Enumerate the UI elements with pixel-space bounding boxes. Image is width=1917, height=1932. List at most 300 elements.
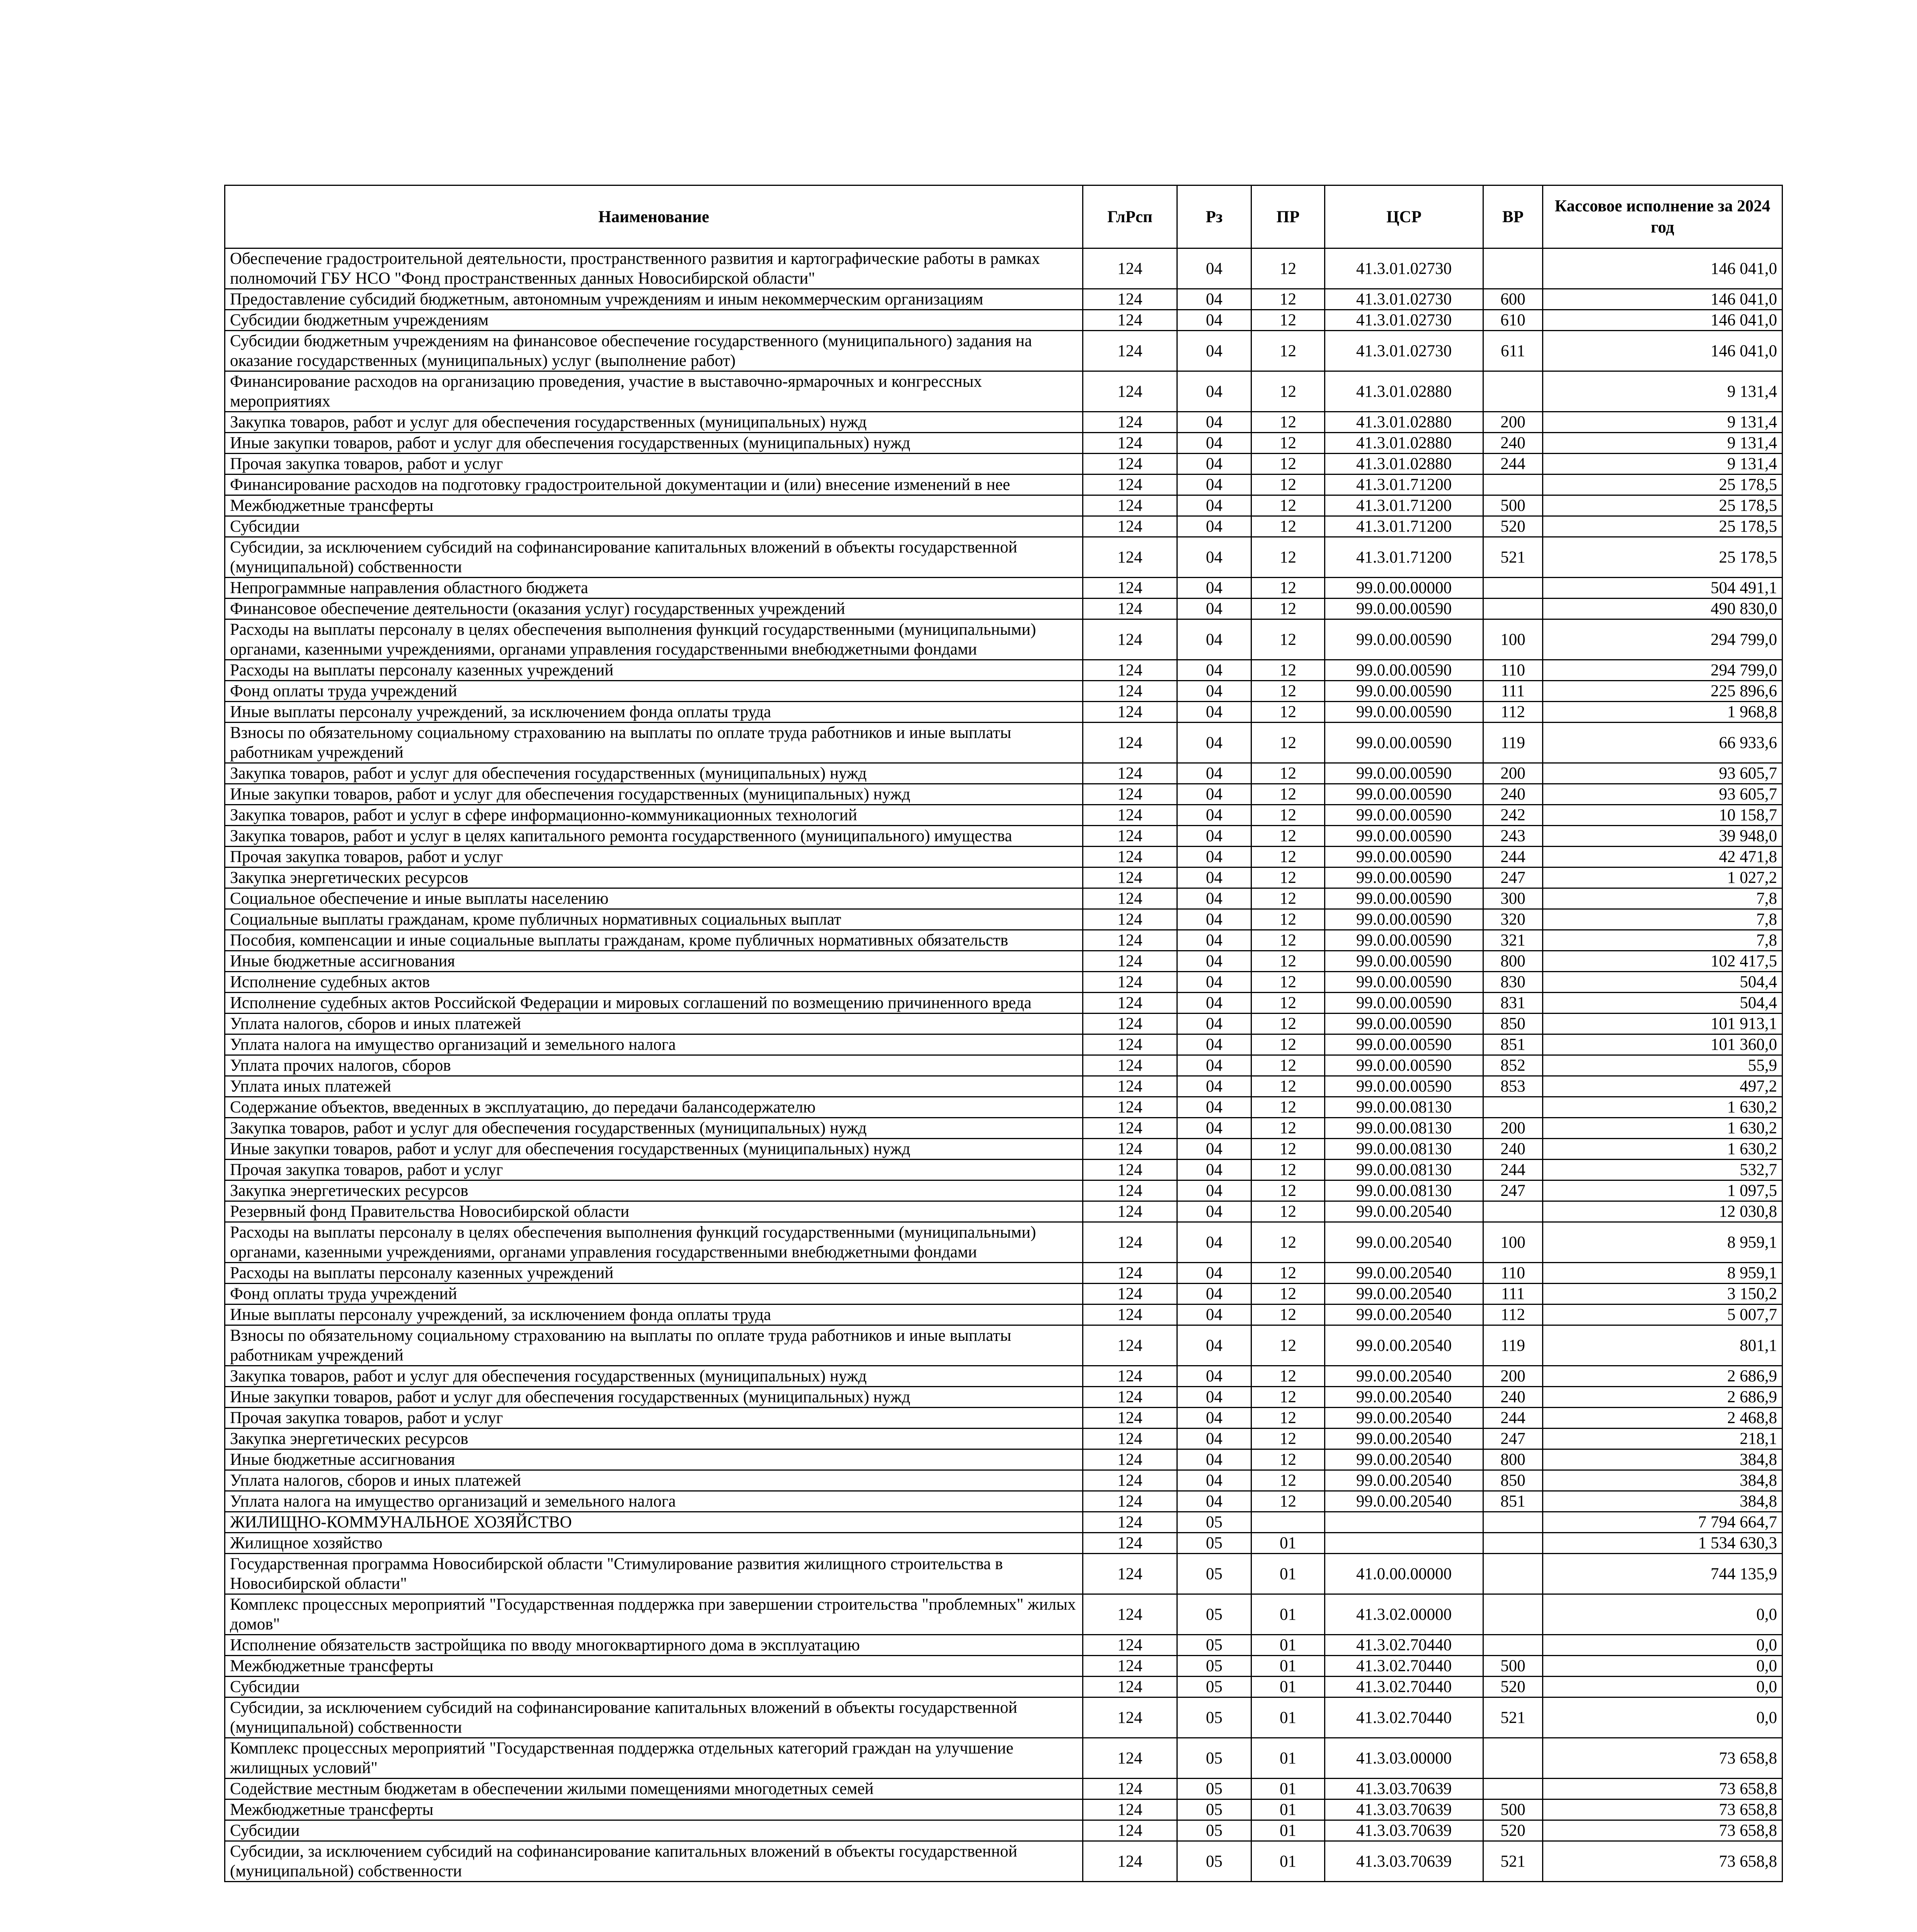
cell-csr: 99.0.00.00000: [1325, 578, 1483, 599]
cell-glrsp: 124: [1083, 454, 1177, 474]
cell-csr: 99.0.00.00590: [1325, 847, 1483, 867]
cell-amount: 7,8: [1543, 888, 1783, 909]
cell-amount: 9 131,4: [1543, 412, 1783, 433]
cell-csr: 41.3.02.00000: [1325, 1594, 1483, 1635]
cell-pr: 12: [1251, 474, 1325, 495]
cell-vr: 321: [1483, 930, 1543, 951]
cell-rz: 04: [1177, 909, 1251, 930]
cell-name: Межбюджетные трансферты: [225, 495, 1083, 516]
cell-pr: 12: [1251, 1263, 1325, 1284]
cell-csr: 99.0.00.00590: [1325, 599, 1483, 619]
cell-pr: 12: [1251, 1118, 1325, 1139]
cell-rz: 04: [1177, 578, 1251, 599]
table-row: [225, 474, 1783, 495]
cell-pr: 12: [1251, 867, 1325, 888]
table-row: [225, 1594, 1783, 1635]
cell-glrsp: 124: [1083, 1076, 1177, 1097]
cell-rz: 04: [1177, 516, 1251, 537]
table-row: [225, 248, 1783, 289]
cell-csr: 41.3.01.71200: [1325, 495, 1483, 516]
table-row: [225, 1097, 1783, 1118]
cell-amount: 55,9: [1543, 1055, 1783, 1076]
cell-name: Иные закупки товаров, работ и услуг для обеспечения государственных (муниципальных) нужд: [225, 784, 1083, 805]
cell-amount: 384,8: [1543, 1449, 1783, 1470]
cell-name: Закупка товаров, работ и услуг для обеспечения государственных (муниципальных) нужд: [225, 412, 1083, 433]
cell-glrsp: 124: [1083, 537, 1177, 578]
cell-glrsp: 124: [1083, 599, 1177, 619]
table-row: [225, 951, 1783, 972]
table-row: [225, 1222, 1783, 1263]
table-row: [225, 310, 1783, 331]
cell-name: ЖИЛИЩНО-КОММУНАЛЬНОЕ ХОЗЯЙСТВО: [225, 1512, 1083, 1533]
cell-name: Исполнение обязательств застройщика по вводу многоквартирного дома в эксплуатацию: [225, 1635, 1083, 1656]
cell-glrsp: 124: [1083, 847, 1177, 867]
cell-name: Расходы на выплаты персоналу казенных учреждений: [225, 660, 1083, 681]
cell-amount: 225 896,6: [1543, 681, 1783, 702]
cell-amount: 9 131,4: [1543, 454, 1783, 474]
cell-vr: [1483, 1201, 1543, 1222]
cell-csr: 41.3.01.71200: [1325, 516, 1483, 537]
cell-vr: 247: [1483, 1429, 1543, 1449]
table-row: [225, 1263, 1783, 1284]
cell-glrsp: 124: [1083, 371, 1177, 412]
cell-glrsp: 124: [1083, 1222, 1177, 1263]
cell-vr: 300: [1483, 888, 1543, 909]
cell-glrsp: 124: [1083, 248, 1177, 289]
cell-vr: 520: [1483, 1677, 1543, 1697]
cell-csr: 99.0.00.00590: [1325, 972, 1483, 993]
cell-name: Прочая закупка товаров, работ и услуг: [225, 454, 1083, 474]
table-row: [225, 1014, 1783, 1034]
cell-csr: 99.0.00.20540: [1325, 1201, 1483, 1222]
cell-csr: 99.0.00.00590: [1325, 909, 1483, 930]
cell-amount: 10 158,7: [1543, 805, 1783, 826]
cell-name: Закупка энергетических ресурсов: [225, 1180, 1083, 1201]
cell-name: Прочая закупка товаров, работ и услуг: [225, 1408, 1083, 1429]
cell-name: Субсидии: [225, 1820, 1083, 1841]
cell-vr: 200: [1483, 412, 1543, 433]
table-row: [225, 1738, 1783, 1779]
cell-vr: 243: [1483, 826, 1543, 847]
cell-glrsp: 124: [1083, 888, 1177, 909]
cell-vr: 850: [1483, 1014, 1543, 1034]
cell-amount: 66 933,6: [1543, 723, 1783, 763]
cell-rz: 04: [1177, 1408, 1251, 1429]
cell-pr: 12: [1251, 1034, 1325, 1055]
cell-glrsp: 124: [1083, 1325, 1177, 1366]
cell-vr: 521: [1483, 1841, 1543, 1882]
cell-name: Прочая закупка товаров, работ и услуг: [225, 847, 1083, 867]
cell-name: Иные бюджетные ассигнования: [225, 951, 1083, 972]
table-row: [225, 930, 1783, 951]
cell-vr: 240: [1483, 1387, 1543, 1408]
table-row: [225, 1799, 1783, 1820]
cell-name: Субсидии, за исключением субсидий на софинансирование капитальных вложений в объекты государственной (муниципальной) собственности: [225, 1841, 1083, 1882]
cell-name: Прочая закупка товаров, работ и услуг: [225, 1160, 1083, 1180]
cell-vr: 800: [1483, 1449, 1543, 1470]
cell-amount: 0,0: [1543, 1697, 1783, 1738]
cell-rz: 05: [1177, 1533, 1251, 1554]
cell-amount: 1 968,8: [1543, 702, 1783, 723]
table-row: [225, 763, 1783, 784]
cell-glrsp: 124: [1083, 826, 1177, 847]
table-row: [225, 412, 1783, 433]
cell-vr: 521: [1483, 1697, 1543, 1738]
cell-name: Субсидии, за исключением субсидий на софинансирование капитальных вложений в объекты государственной (муниципальной) собственности: [225, 537, 1083, 578]
cell-name: Комплекс процессных мероприятий "Государственная поддержка отдельных категорий граждан на улучшение жилищных условий": [225, 1738, 1083, 1779]
cell-name: Субсидии: [225, 516, 1083, 537]
cell-name: Исполнение судебных актов Российской Федерации и мировых соглашений по возмещению причиненного вреда: [225, 993, 1083, 1014]
cell-pr: 01: [1251, 1841, 1325, 1882]
cell-pr: 01: [1251, 1533, 1325, 1554]
cell-vr: [1483, 248, 1543, 289]
cell-glrsp: 124: [1083, 1512, 1177, 1533]
cell-pr: 12: [1251, 1201, 1325, 1222]
cell-pr: [1251, 1512, 1325, 1533]
cell-glrsp: 124: [1083, 1799, 1177, 1820]
cell-rz: 04: [1177, 681, 1251, 702]
cell-amount: 93 605,7: [1543, 763, 1783, 784]
table-header: [225, 185, 1783, 248]
cell-glrsp: 124: [1083, 1034, 1177, 1055]
cell-csr: 99.0.00.00590: [1325, 888, 1483, 909]
cell-name: Уплата прочих налогов, сборов: [225, 1055, 1083, 1076]
cell-name: Иные закупки товаров, работ и услуг для обеспечения государственных (муниципальных) нужд: [225, 1387, 1083, 1408]
cell-pr: 12: [1251, 516, 1325, 537]
cell-rz: 05: [1177, 1554, 1251, 1594]
cell-vr: 110: [1483, 660, 1543, 681]
table-row: [225, 909, 1783, 930]
cell-amount: 42 471,8: [1543, 847, 1783, 867]
table-body: [225, 248, 1783, 1882]
cell-rz: 04: [1177, 951, 1251, 972]
cell-name: Иные выплаты персоналу учреждений, за исключением фонда оплаты труда: [225, 702, 1083, 723]
cell-name: Резервный фонд Правительства Новосибирской области: [225, 1201, 1083, 1222]
cell-amount: 39 948,0: [1543, 826, 1783, 847]
cell-csr: 41.3.03.00000: [1325, 1738, 1483, 1779]
table-row: [225, 619, 1783, 660]
cell-rz: 04: [1177, 1201, 1251, 1222]
cell-vr: 112: [1483, 702, 1543, 723]
cell-amount: 73 658,8: [1543, 1779, 1783, 1799]
table-row: [225, 1779, 1783, 1799]
cell-pr: 12: [1251, 1304, 1325, 1325]
cell-rz: 05: [1177, 1635, 1251, 1656]
cell-csr: 99.0.00.00590: [1325, 723, 1483, 763]
cell-name: Уплата налога на имущество организаций и земельного налога: [225, 1034, 1083, 1055]
cell-name: Субсидии: [225, 1677, 1083, 1697]
cell-vr: 100: [1483, 619, 1543, 660]
cell-glrsp: 124: [1083, 909, 1177, 930]
cell-vr: 119: [1483, 723, 1543, 763]
cell-pr: 01: [1251, 1554, 1325, 1594]
cell-name: Фонд оплаты труда учреждений: [225, 681, 1083, 702]
table-row: [225, 1656, 1783, 1677]
cell-vr: 520: [1483, 1820, 1543, 1841]
cell-vr: 200: [1483, 1366, 1543, 1387]
cell-pr: 12: [1251, 599, 1325, 619]
cell-amount: 1 630,2: [1543, 1118, 1783, 1139]
cell-vr: 244: [1483, 1408, 1543, 1429]
cell-rz: 04: [1177, 412, 1251, 433]
cell-glrsp: 124: [1083, 474, 1177, 495]
cell-csr: 99.0.00.20540: [1325, 1470, 1483, 1491]
cell-name: Межбюджетные трансферты: [225, 1799, 1083, 1820]
cell-csr: [1325, 1533, 1483, 1554]
cell-pr: 12: [1251, 972, 1325, 993]
cell-vr: 200: [1483, 763, 1543, 784]
cell-glrsp: 124: [1083, 1779, 1177, 1799]
cell-pr: 12: [1251, 763, 1325, 784]
cell-name: Закупка товаров, работ и услуг для обеспечения государственных (муниципальных) нужд: [225, 763, 1083, 784]
header-name: Наименование: [225, 185, 1083, 248]
cell-glrsp: 124: [1083, 1697, 1177, 1738]
cell-pr: 12: [1251, 1014, 1325, 1034]
cell-csr: 41.3.03.70639: [1325, 1799, 1483, 1820]
cell-csr: 41.3.03.70639: [1325, 1841, 1483, 1882]
cell-name: Обеспечение градостроительной деятельности, пространственного развития и картографические работы в рамках полномочий ГБУ НСО "Фонд пространственных данных Новосибирской области": [225, 248, 1083, 289]
cell-amount: 101 360,0: [1543, 1034, 1783, 1055]
cell-name: Уплата иных платежей: [225, 1076, 1083, 1097]
table-row: [225, 1841, 1783, 1882]
cell-csr: 99.0.00.00590: [1325, 867, 1483, 888]
cell-pr: 12: [1251, 826, 1325, 847]
cell-pr: 01: [1251, 1779, 1325, 1799]
table-row: [225, 537, 1783, 578]
cell-vr: 247: [1483, 867, 1543, 888]
cell-csr: 99.0.00.00590: [1325, 681, 1483, 702]
cell-csr: 41.3.02.70440: [1325, 1656, 1483, 1677]
cell-name: Социальное обеспечение и иные выплаты населению: [225, 888, 1083, 909]
cell-vr: [1483, 1554, 1543, 1594]
cell-rz: 04: [1177, 474, 1251, 495]
cell-pr: 12: [1251, 1491, 1325, 1512]
table-row: [225, 1118, 1783, 1139]
table-row: [225, 1180, 1783, 1201]
cell-amount: 0,0: [1543, 1594, 1783, 1635]
cell-vr: 242: [1483, 805, 1543, 826]
cell-name: Иные закупки товаров, работ и услуг для обеспечения государственных (муниципальных) нужд: [225, 433, 1083, 454]
cell-amount: 2 686,9: [1543, 1366, 1783, 1387]
table-row: [225, 1139, 1783, 1160]
cell-rz: 04: [1177, 763, 1251, 784]
cell-vr: [1483, 599, 1543, 619]
cell-name: Расходы на выплаты персоналу казенных учреждений: [225, 1263, 1083, 1284]
cell-csr: 99.0.00.00590: [1325, 784, 1483, 805]
cell-name: Закупка товаров, работ и услуг для обеспечения государственных (муниципальных) нужд: [225, 1366, 1083, 1387]
cell-name: Фонд оплаты труда учреждений: [225, 1284, 1083, 1304]
cell-amount: 3 150,2: [1543, 1284, 1783, 1304]
cell-vr: 500: [1483, 1656, 1543, 1677]
cell-glrsp: 124: [1083, 1263, 1177, 1284]
cell-rz: 04: [1177, 1076, 1251, 1097]
cell-glrsp: 124: [1083, 1554, 1177, 1594]
cell-csr: 41.3.01.02730: [1325, 310, 1483, 331]
cell-csr: 99.0.00.20540: [1325, 1429, 1483, 1449]
cell-vr: [1483, 1779, 1543, 1799]
cell-pr: 12: [1251, 1055, 1325, 1076]
cell-name: Иные выплаты персоналу учреждений, за исключением фонда оплаты труда: [225, 1304, 1083, 1325]
cell-vr: [1483, 1097, 1543, 1118]
cell-vr: 244: [1483, 454, 1543, 474]
cell-glrsp: 124: [1083, 1304, 1177, 1325]
cell-vr: [1483, 1738, 1543, 1779]
table-row: [225, 867, 1783, 888]
cell-csr: 41.3.02.70440: [1325, 1677, 1483, 1697]
cell-rz: 04: [1177, 847, 1251, 867]
header-csr: ЦСР: [1325, 185, 1483, 248]
cell-csr: 99.0.00.20540: [1325, 1222, 1483, 1263]
cell-rz: 04: [1177, 1222, 1251, 1263]
cell-amount: 73 658,8: [1543, 1799, 1783, 1820]
cell-csr: 99.0.00.00590: [1325, 805, 1483, 826]
cell-pr: 12: [1251, 371, 1325, 412]
cell-name: Субсидии, за исключением субсидий на софинансирование капитальных вложений в объекты государственной (муниципальной) собственности: [225, 1697, 1083, 1738]
cell-vr: 800: [1483, 951, 1543, 972]
cell-vr: 240: [1483, 784, 1543, 805]
cell-csr: 41.3.01.02730: [1325, 248, 1483, 289]
cell-glrsp: 124: [1083, 310, 1177, 331]
cell-glrsp: 124: [1083, 331, 1177, 371]
table-row: [225, 1554, 1783, 1594]
cell-glrsp: 124: [1083, 1408, 1177, 1429]
cell-csr: 41.0.00.00000: [1325, 1554, 1483, 1594]
cell-pr: 01: [1251, 1799, 1325, 1820]
cell-amount: 1 630,2: [1543, 1139, 1783, 1160]
cell-csr: 41.3.03.70639: [1325, 1820, 1483, 1841]
cell-amount: 497,2: [1543, 1076, 1783, 1097]
cell-pr: 12: [1251, 888, 1325, 909]
cell-pr: 12: [1251, 454, 1325, 474]
cell-amount: 384,8: [1543, 1470, 1783, 1491]
cell-glrsp: 124: [1083, 1470, 1177, 1491]
cell-glrsp: 124: [1083, 723, 1177, 763]
cell-csr: 99.0.00.00590: [1325, 1034, 1483, 1055]
cell-rz: 04: [1177, 1055, 1251, 1076]
table-row: [225, 702, 1783, 723]
cell-glrsp: 124: [1083, 578, 1177, 599]
table-row: [225, 289, 1783, 310]
cell-glrsp: 124: [1083, 1594, 1177, 1635]
table-row: [225, 1304, 1783, 1325]
cell-glrsp: 124: [1083, 972, 1177, 993]
cell-csr: 41.3.01.02880: [1325, 454, 1483, 474]
cell-name: Расходы на выплаты персоналу в целях обеспечения выполнения функций государственными (муниципальными) органами, казенными учреждениями, органами управления государственными внебюджетными фондами: [225, 619, 1083, 660]
cell-rz: 04: [1177, 1449, 1251, 1470]
cell-vr: 119: [1483, 1325, 1543, 1366]
cell-rz: 05: [1177, 1594, 1251, 1635]
cell-amount: 101 913,1: [1543, 1014, 1783, 1034]
header-row: [225, 185, 1783, 248]
cell-glrsp: 124: [1083, 867, 1177, 888]
cell-pr: 12: [1251, 1160, 1325, 1180]
cell-pr: 12: [1251, 537, 1325, 578]
cell-glrsp: 124: [1083, 289, 1177, 310]
cell-name: Межбюджетные трансферты: [225, 1656, 1083, 1677]
cell-amount: 93 605,7: [1543, 784, 1783, 805]
cell-csr: 99.0.00.20540: [1325, 1449, 1483, 1470]
table-row: [225, 1697, 1783, 1738]
cell-csr: 41.3.01.71200: [1325, 474, 1483, 495]
table-row: [225, 826, 1783, 847]
cell-vr: 520: [1483, 516, 1543, 537]
cell-csr: 99.0.00.20540: [1325, 1366, 1483, 1387]
cell-rz: 04: [1177, 1429, 1251, 1449]
cell-name: Расходы на выплаты персоналу в целях обеспечения выполнения функций государственными (муниципальными) органами, казенными учреждениями, органами управления государственными внебюджетными фондами: [225, 1222, 1083, 1263]
cell-amount: 532,7: [1543, 1160, 1783, 1180]
cell-vr: 831: [1483, 993, 1543, 1014]
cell-csr: 99.0.00.08130: [1325, 1160, 1483, 1180]
cell-pr: 12: [1251, 909, 1325, 930]
cell-vr: 851: [1483, 1491, 1543, 1512]
cell-csr: 41.3.01.02730: [1325, 289, 1483, 310]
cell-glrsp: 124: [1083, 1201, 1177, 1222]
cell-amount: 25 178,5: [1543, 474, 1783, 495]
cell-name: Уплата налогов, сборов и иных платежей: [225, 1470, 1083, 1491]
cell-pr: 12: [1251, 578, 1325, 599]
cell-csr: 99.0.00.00590: [1325, 763, 1483, 784]
table-row: [225, 1491, 1783, 1512]
cell-csr: 99.0.00.00590: [1325, 619, 1483, 660]
cell-amount: 9 131,4: [1543, 433, 1783, 454]
cell-amount: 146 041,0: [1543, 248, 1783, 289]
cell-pr: 12: [1251, 412, 1325, 433]
table-row: [225, 599, 1783, 619]
cell-rz: 04: [1177, 599, 1251, 619]
cell-amount: 7,8: [1543, 930, 1783, 951]
table-row: [225, 1201, 1783, 1222]
cell-pr: 01: [1251, 1697, 1325, 1738]
cell-vr: 611: [1483, 331, 1543, 371]
cell-name: Уплата налогов, сборов и иных платежей: [225, 1014, 1083, 1034]
cell-pr: 12: [1251, 805, 1325, 826]
table-row: [225, 681, 1783, 702]
cell-csr: 99.0.00.00590: [1325, 702, 1483, 723]
table-row: [225, 495, 1783, 516]
cell-amount: 1 097,5: [1543, 1180, 1783, 1201]
cell-amount: 504,4: [1543, 972, 1783, 993]
cell-name: Взносы по обязательному социальному страхованию на выплаты по оплате труда работников и иные выплаты работникам учреждений: [225, 723, 1083, 763]
cell-vr: 111: [1483, 1284, 1543, 1304]
cell-pr: 12: [1251, 930, 1325, 951]
cell-vr: 112: [1483, 1304, 1543, 1325]
cell-amount: 504 491,1: [1543, 578, 1783, 599]
table-row: [225, 1034, 1783, 1055]
cell-rz: 04: [1177, 888, 1251, 909]
cell-csr: 99.0.00.20540: [1325, 1304, 1483, 1325]
table-row: [225, 1820, 1783, 1841]
cell-pr: 01: [1251, 1656, 1325, 1677]
cell-pr: 12: [1251, 1097, 1325, 1118]
cell-amount: 25 178,5: [1543, 516, 1783, 537]
cell-rz: 05: [1177, 1799, 1251, 1820]
cell-rz: 04: [1177, 289, 1251, 310]
cell-glrsp: 124: [1083, 495, 1177, 516]
cell-csr: 99.0.00.00590: [1325, 1076, 1483, 1097]
cell-amount: 73 658,8: [1543, 1820, 1783, 1841]
cell-pr: 12: [1251, 1366, 1325, 1387]
cell-amount: 146 041,0: [1543, 289, 1783, 310]
cell-csr: 99.0.00.00590: [1325, 826, 1483, 847]
cell-name: Финансовое обеспечение деятельности (оказания услуг) государственных учреждений: [225, 599, 1083, 619]
cell-amount: 8 959,1: [1543, 1222, 1783, 1263]
cell-amount: 25 178,5: [1543, 537, 1783, 578]
cell-rz: 04: [1177, 248, 1251, 289]
cell-pr: 12: [1251, 1408, 1325, 1429]
table-row: [225, 578, 1783, 599]
cell-glrsp: 124: [1083, 1449, 1177, 1470]
cell-pr: 12: [1251, 993, 1325, 1014]
